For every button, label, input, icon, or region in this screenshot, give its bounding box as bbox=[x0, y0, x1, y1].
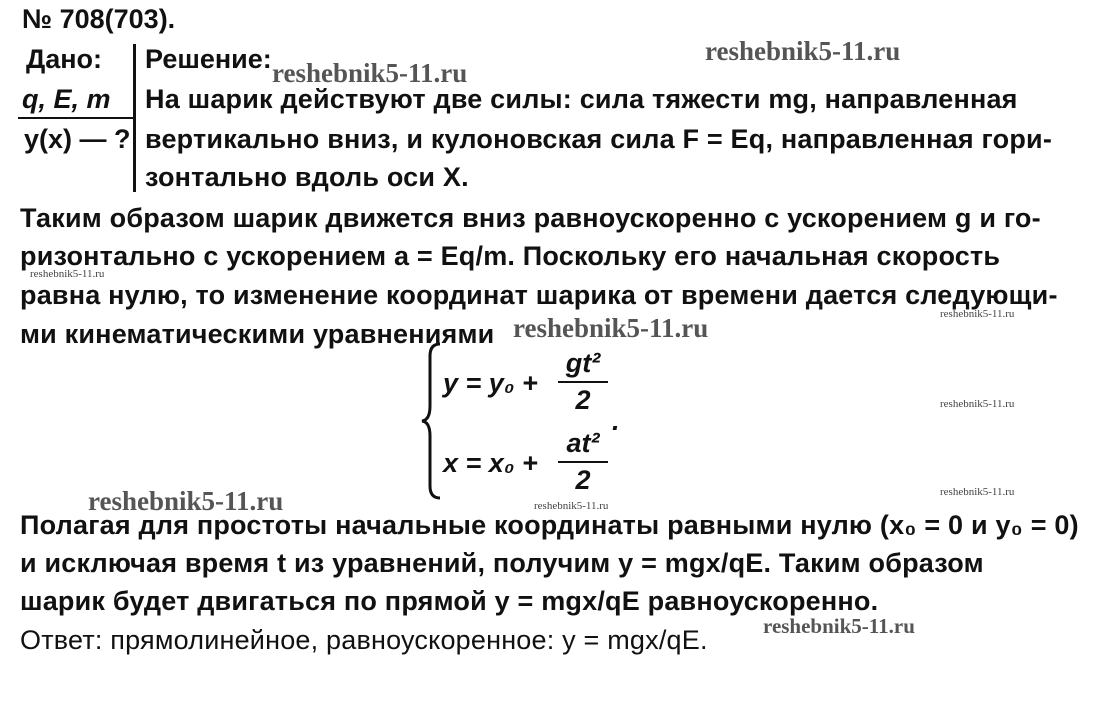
equation-2-denominator: 2 bbox=[575, 465, 591, 495]
conclusion-line-2: и исключая время t из уравнений, получим y = mgx/qE. Таким образом bbox=[20, 548, 984, 578]
solution-label: Решение: bbox=[145, 44, 272, 74]
fraction-bar bbox=[558, 461, 608, 463]
equation-1-numerator: gt² bbox=[565, 348, 601, 378]
problem-number: № 708(703). bbox=[22, 4, 176, 34]
solution-line-1: На шарик действуют две силы: сила тяжести mg, направленная bbox=[145, 84, 1018, 114]
watermark: reshebnik5-11.ru bbox=[940, 308, 1015, 320]
answer-line: Ответ: прямолинейное, равноускоренное: y = mgx/qE. bbox=[20, 625, 708, 655]
fraction-bar bbox=[558, 381, 608, 383]
equation-2-fraction bbox=[558, 428, 608, 496]
body-line-3: равна нулю, то изменение координат шарика от времени дается следующи- bbox=[20, 280, 1058, 310]
watermark: reshebnik5-11.ru bbox=[30, 268, 105, 280]
equation-1-denominator: 2 bbox=[575, 385, 591, 415]
watermark: reshebnik5-11.ru bbox=[272, 58, 468, 88]
watermark: reshebnik5-11.ru bbox=[940, 398, 1015, 410]
solution-line-2: вертикально вниз, и кулоновская сила F = Eq, направленная гори- bbox=[145, 124, 1053, 154]
find-label: y(x) — ? bbox=[24, 124, 131, 154]
equation-2-left: x = x₀ + bbox=[443, 448, 538, 478]
system-brace bbox=[420, 342, 444, 500]
given-label: Дано: bbox=[26, 44, 103, 74]
given-horizontal-divider bbox=[18, 117, 136, 119]
body-line-2: ризонтально с ускорением a = Eq/m. Поскольку его начальная скорость bbox=[20, 241, 1001, 271]
watermark: reshebnik5-11.ru bbox=[513, 313, 709, 343]
equation-2-numerator: at² bbox=[566, 428, 600, 458]
given-variables: q, E, m bbox=[22, 84, 111, 114]
watermark: reshebnik5-11.ru bbox=[940, 486, 1015, 498]
solution-line-3: зонтально вдоль оси X. bbox=[145, 162, 469, 192]
watermark: reshebnik5-11.ru bbox=[763, 614, 915, 638]
conclusion-line-1: Полагая для простоты начальные координаты равными нулю (x₀ = 0 и y₀ = 0) bbox=[20, 510, 1079, 540]
watermark: reshebnik5-11.ru bbox=[88, 486, 284, 516]
equation-1-left: y = y₀ + bbox=[443, 368, 538, 398]
equation-dot: . bbox=[612, 406, 620, 436]
watermark: reshebnik5-11.ru bbox=[705, 36, 901, 66]
body-line-1: Таким образом шарик движется вниз равноускоренно с ускорением g и го- bbox=[20, 203, 1041, 233]
watermark: reshebnik5-11.ru bbox=[534, 500, 609, 512]
conclusion-line-3: шарик будет двигаться по прямой y = mgx/qE равноускоренно. bbox=[20, 586, 879, 616]
body-line-4: ми кинематическими уравнениями bbox=[20, 319, 495, 349]
equation-1-fraction bbox=[558, 348, 608, 416]
